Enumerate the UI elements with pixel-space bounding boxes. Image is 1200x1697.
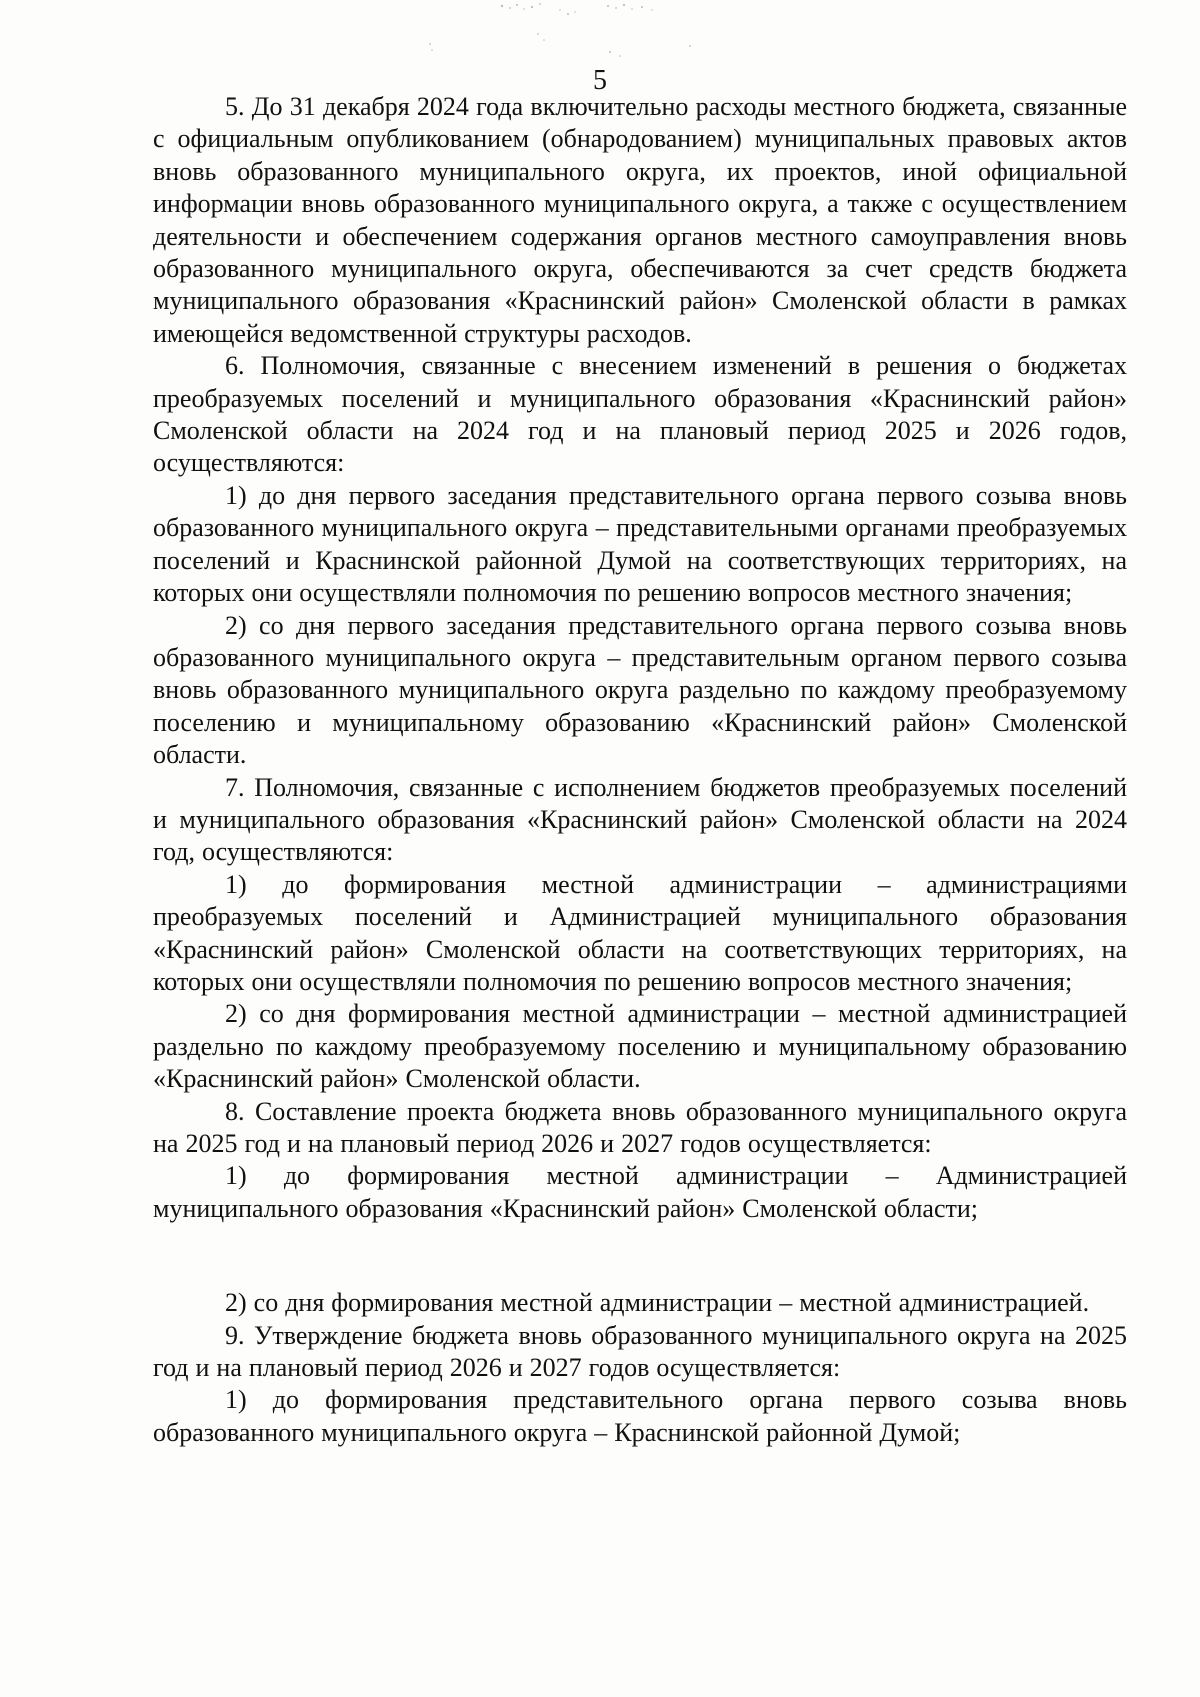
document-body <box>153 91 1127 1449</box>
paragraph-8-item-2: 2) со дня формирования местной администрации – местной администрацией. <box>225 1288 1090 1318</box>
blank-gap <box>153 1225 1127 1287</box>
paragraph-5-budget-expenses: 5. До 31 декабря 2024 года включительно расходы местного бюджета, связанные с официальным опубликованием (обнародованием) муниципальных правовых актов вновь образованного муниципального округа, их проектов, иной официальной информации вновь образованного муниципального округа, а также с осуществлением деятельности и обеспечением содержания органов местного самоуправления вновь образованного муниципального округа, обеспечиваются за счет средств бюджета муниципального образования «Краснинский район» Смоленской области в рамках имеющейся ведомственной структуры расходов. <box>153 92 1127 348</box>
scan-noise-marks <box>420 0 740 70</box>
paragraph-6-item-1: 1) до дня первого заседания представительного органа первого созыва вновь образованного муниципального округа – представительными органами преобразуемых поселений и Краснинской районной Думой на соответствующих территориях, на которых они осуществляли полномочия по решению вопросов местного значения; <box>153 480 1127 608</box>
paragraph-8-item-1: 1) до формирования местной администрации – Администрацией муниципального образования «Краснинский район» Смоленской области; <box>153 1161 1127 1223</box>
paragraph-7-item-2: 2) со дня формирования местной администрации – местной администрацией раздельно по каждому преобразуемому поселению и муниципальному образованию «Краснинский район» Смоленской области. <box>153 999 1127 1094</box>
paragraph-7-item-1: 1) до формирования местной администрации – администрациями преобразуемых поселений и Администрацией муниципального образования «Краснинский район» Смоленской области на соответствующих территориях, на которых они осуществляли полномочия по решению вопросов местного значения; <box>153 869 1127 996</box>
paragraph-6-item-2: 2) со дня первого заседания представительного органа первого созыва вновь образованного муниципального округа – представительным органом первого созыва вновь образованного муниципального округа раздельно по каждому преобразуемому поселению и муниципальному образованию «Краснинский район» Смоленской области. <box>153 610 1127 770</box>
paragraph-9-item-1: 1) до формирования представительного органа первого созыва вновь образованного муниципального округа – Краснинской районной Думой; <box>153 1385 1127 1447</box>
paragraph-9-budget-approval: 9. Утверждение бюджета вновь образованного муниципального округа на 2025 год и на плановый период 2026 и 2027 годов осуществляется: <box>153 1320 1127 1383</box>
paragraph-6-budget-amendments: 6. Полномочия, связанные с внесением изменений в решения о бюджетах преобразуемых поселений и муниципального образования «Краснинский район» Смоленской области на 2024 год и на плановый период 2025 и 2026 годов, осуществляются: <box>153 351 1127 478</box>
page-number: 5 <box>593 65 607 96</box>
paragraph-7-budget-execution: 7. Полномочия, связанные с исполнением бюджетов преобразуемых поселений и муниципального образования «Краснинский район» Смоленской области на 2024 год, осуществляются: <box>153 772 1127 867</box>
paragraph-8-budget-drafting: 8. Составление проекта бюджета вновь образованного муниципального округа на 2025 год и на плановый период 2026 и 2027 годов осуществляется: <box>153 1096 1127 1158</box>
